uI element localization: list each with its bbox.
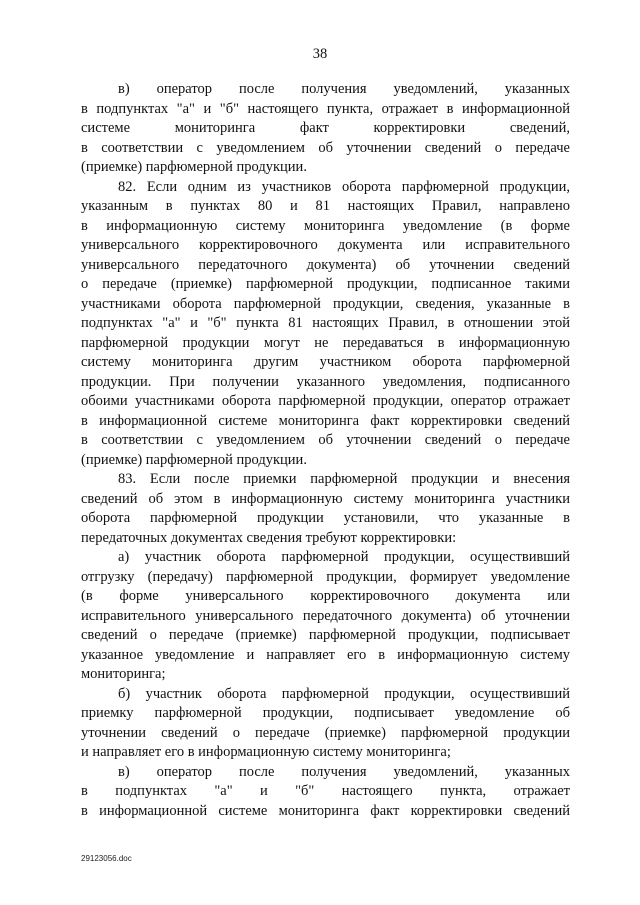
document-body [81,80,570,821]
text-line: сведений о передаче (приемке) парфюмерной продукции, подписывает [81,627,570,643]
text-line: 83. Если после приемки парфюмерной продукции и внесения [118,471,570,487]
text-line: в подпунктах "а" и "б" настоящего пункта, отражает [81,783,570,799]
text-line: в соответствии с уведомлением об уточнении сведений о передаче [81,139,570,156]
text-line: в подпунктах "а" и "б" настоящего пункта, отражает в информационной [81,100,570,117]
text-line: в соответствии с уведомлением об уточнении сведений о передаче [81,432,570,448]
text-line: о передаче (приемке) парфюмерной продукции, подписанное такими [81,276,570,292]
text-line: исправительного универсального передаточного документа) об уточнении [81,607,570,624]
text-line: в информационной системе мониторинга факт корректировки сведений [81,412,570,429]
text-line: парфюмерной продукции могут не передаваться в информационную [81,334,570,351]
text-line: а) участник оборота парфюмерной продукции, осуществивший [118,549,570,565]
text-line: (приемке) парфюмерной продукции. [81,159,307,175]
text-line: отгрузку (передачу) парфюмерной продукции, формирует уведомление [81,568,570,585]
text-line: мониторинга; [81,666,166,682]
text-line: в информационную систему мониторинга уведомление (в форме [81,217,570,234]
text-line: системе мониторинга факт корректировки сведений, [81,120,570,136]
text-line: (приемке) парфюмерной продукции. [81,451,307,468]
text-line: универсального передаточного документа) об уточнении сведений [81,256,570,273]
text-line: в) оператор после получения уведомлений, указанных [118,763,570,780]
text-line: универсального корректировочного документа или исправительного [81,237,570,253]
text-line: указанное уведомление и направляет его в информационную систему [81,646,570,663]
text-line: в) оператор после получения уведомлений, указанных [118,81,570,97]
page-number: 38 [312,46,328,62]
text-line: продукции. При получении указанного уведомления, подписанного [81,373,570,390]
text-line: передаточных документах сведения требуют корректировки: [81,529,457,546]
text-line: приемку парфюмерной продукции, подписывает уведомление об [81,705,570,721]
text-line: б) участник оборота парфюмерной продукции, осуществивший [118,685,570,702]
text-line: в информационной системе мониторинга факт корректировки сведений [81,802,570,819]
text-line: подпунктах "а" и "б" пункта 81 настоящих Правил, в отношении этой [81,315,570,331]
text-line: и направляет его в информационную систему мониторинга; [81,744,451,760]
text-line: обоими участниками оборота парфюмерной продукции, оператор отражает [81,393,570,409]
text-line: уточнении сведений о передаче (приемке) парфюмерной продукции [81,724,570,741]
text-line: указанным в пунктах 80 и 81 настоящих Правил, направлено [81,198,570,214]
text-line: сведений об этом в информационную систему мониторинга участники [81,490,570,507]
text-line: 82. Если одним из участников оборота парфюмерной продукции, [118,178,570,195]
text-line: систему мониторинга другим участником оборота парфюмерной [81,354,570,370]
text-line: оборота парфюмерной продукции установили, что указанные в [81,510,570,526]
text-line: (в форме универсального корректировочного документа или [81,588,570,604]
footer-filename: 29123056.doc [81,854,132,863]
text-line: участниками оборота парфюмерной продукции, сведения, указанные в [81,295,570,312]
